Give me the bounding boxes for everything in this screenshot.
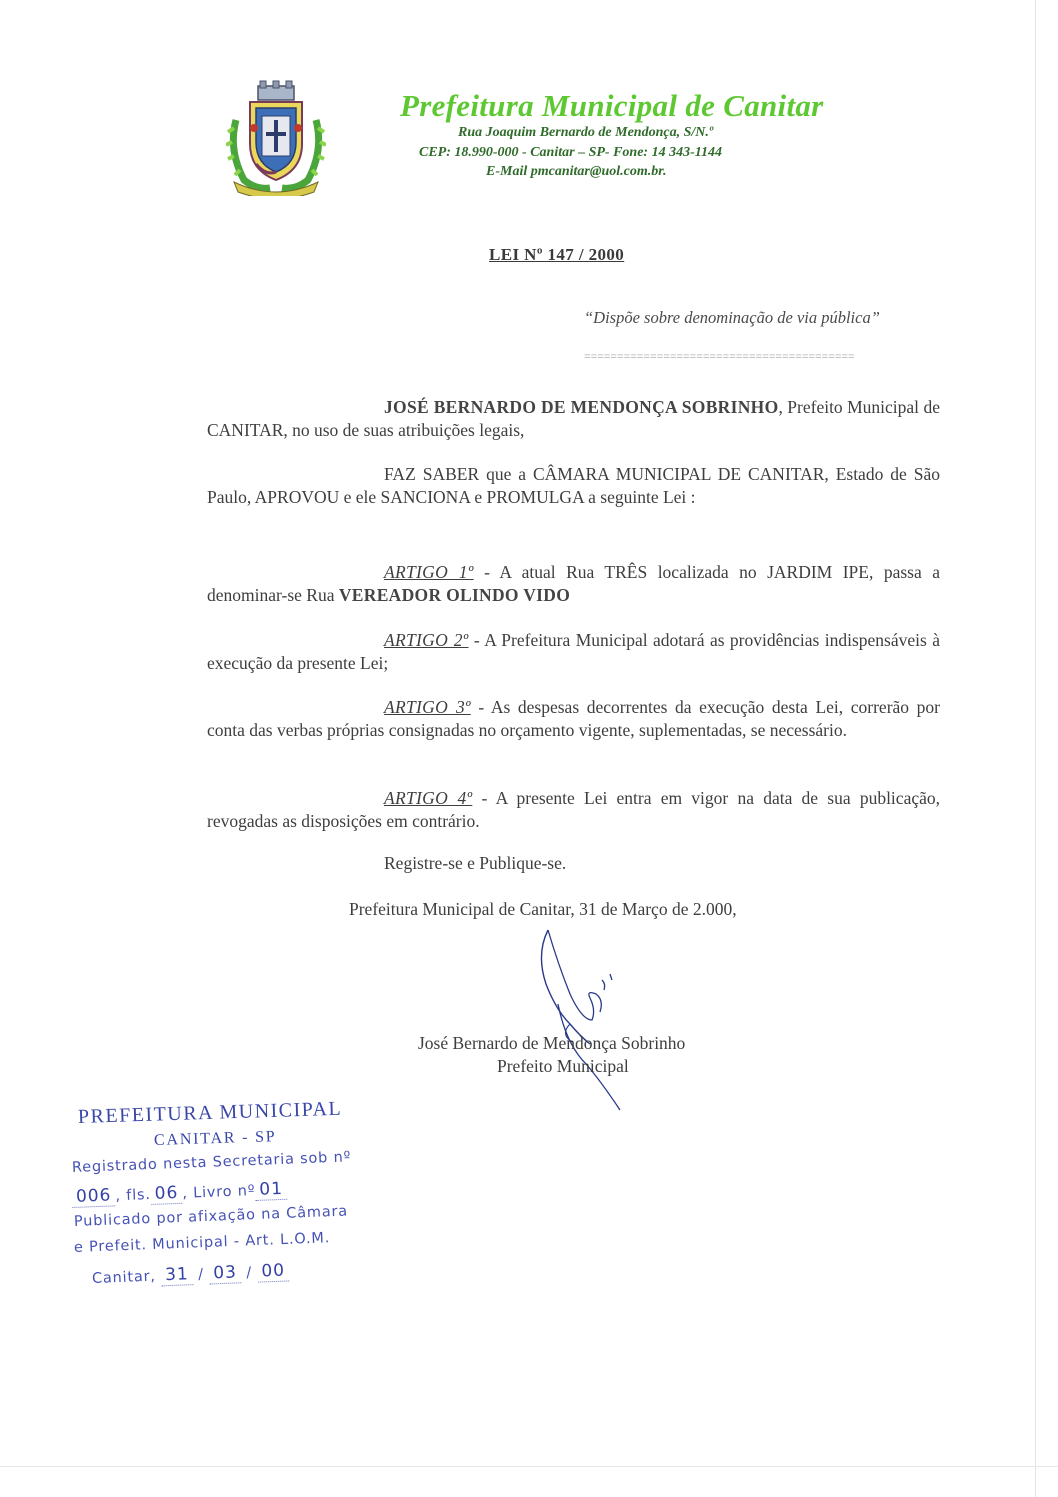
handwritten-signature — [530, 924, 630, 1114]
stamp-year: 00 — [257, 1260, 289, 1282]
article-label: ARTIGO 3º — [384, 697, 471, 717]
header-title: Prefeitura Municipal de Canitar — [400, 88, 824, 123]
registre-line: Registre-se e Publique-se. — [384, 853, 567, 873]
law-title: LEI Nº 147 / 2000 — [489, 245, 625, 264]
law-summary: “Dispõe sobre denominação de via pública” — [584, 308, 880, 327]
article-text: - A atual Rua TRÊS localizada no JARDIM IPE, passa a denominar-se Rua — [207, 562, 940, 605]
fls-number: 06 — [150, 1183, 182, 1205]
header-email: E-Mail pmcanitar@uol.com.br. — [486, 164, 667, 179]
stamp-title: PREFEITURA MUNICIPAL — [77, 1097, 343, 1128]
faz-saber-paragraph: FAZ SABER que a CÂMARA MUNICIPAL DE CANITAR, Estado de São Paulo, APROVOU e ele SANCIONA e PROMULGA a seguinte Lei : — [207, 464, 940, 507]
stamp-city-label: Canitar, — [91, 1268, 157, 1287]
article-label: ARTIGO 4º — [384, 788, 473, 808]
date-line: Prefeitura Municipal de Canitar, 31 de Março de 2.000, — [349, 899, 737, 919]
intro-text: , Prefeito Municipal de CANITAR, no uso de suas atribuições legais, — [207, 397, 940, 440]
registry-number: 006 — [72, 1185, 116, 1208]
stamp-folio-line — [72, 1179, 288, 1207]
article-text: - A presente Lei entra em vigor na data de sua publicação, revogadas as disposições em contrário. — [207, 788, 940, 831]
scan-edge — [1035, 0, 1036, 1497]
header-address: Rua Joaquim Bernardo de Mendonça, S/N.º — [458, 125, 714, 140]
stamp-city: CANITAR - SP — [153, 1128, 277, 1149]
livro-number: 01 — [255, 1179, 287, 1201]
signatory-name: José Bernardo de Mendonça Sobrinho — [418, 1033, 686, 1053]
street-name: VEREADOR OLINDO VIDO — [338, 585, 571, 605]
article-text: - As despesas decorrentes da execução desta Lei, correrão por conta das verbas próprias consignadas no orçamento vigente, suplementadas, se necessário. — [207, 697, 940, 740]
intro-paragraph — [207, 396, 940, 442]
header-cep-phone: CEP: 18.990-000 - Canitar – SP- Fone: 14 343-1144 — [419, 145, 722, 160]
article-label: ARTIGO 1º — [384, 562, 474, 582]
article-4 — [207, 787, 940, 833]
stamp-registry-line: Registrado nesta Secretaria sob nº — [71, 1149, 352, 1176]
article-1 — [207, 561, 940, 607]
stamp-day: 31 — [161, 1264, 193, 1286]
signatory-role: Prefeito Municipal — [497, 1056, 629, 1076]
article-label: ARTIGO 2º — [384, 630, 469, 650]
scan-edge — [0, 1466, 1058, 1467]
stamp-article-line: e Prefeit. Municipal - Art. L.O.M. — [73, 1230, 331, 1256]
fls-label: , fls. — [115, 1186, 152, 1205]
article-text: - A Prefeitura Municipal adotará as providências indispensáveis à execução da presente Lei; — [207, 630, 941, 673]
summary-rule: ========================================= — [584, 352, 855, 364]
article-2 — [207, 629, 940, 675]
article-3 — [207, 696, 940, 742]
stamp-date-line: Canitar, 31 / 03 / 00 — [92, 1260, 290, 1288]
mayor-name: JOSÉ BERNARDO DE MENDONÇA SOBRINHO — [384, 397, 779, 417]
stamp-month: 03 — [209, 1262, 241, 1284]
livro-label: , Livro nº — [182, 1182, 256, 1202]
registration-stamp — [70, 1097, 400, 1300]
stamp-publication-line: Publicado por afixação na Câmara — [73, 1203, 349, 1230]
coat-of-arms-icon — [226, 80, 326, 196]
